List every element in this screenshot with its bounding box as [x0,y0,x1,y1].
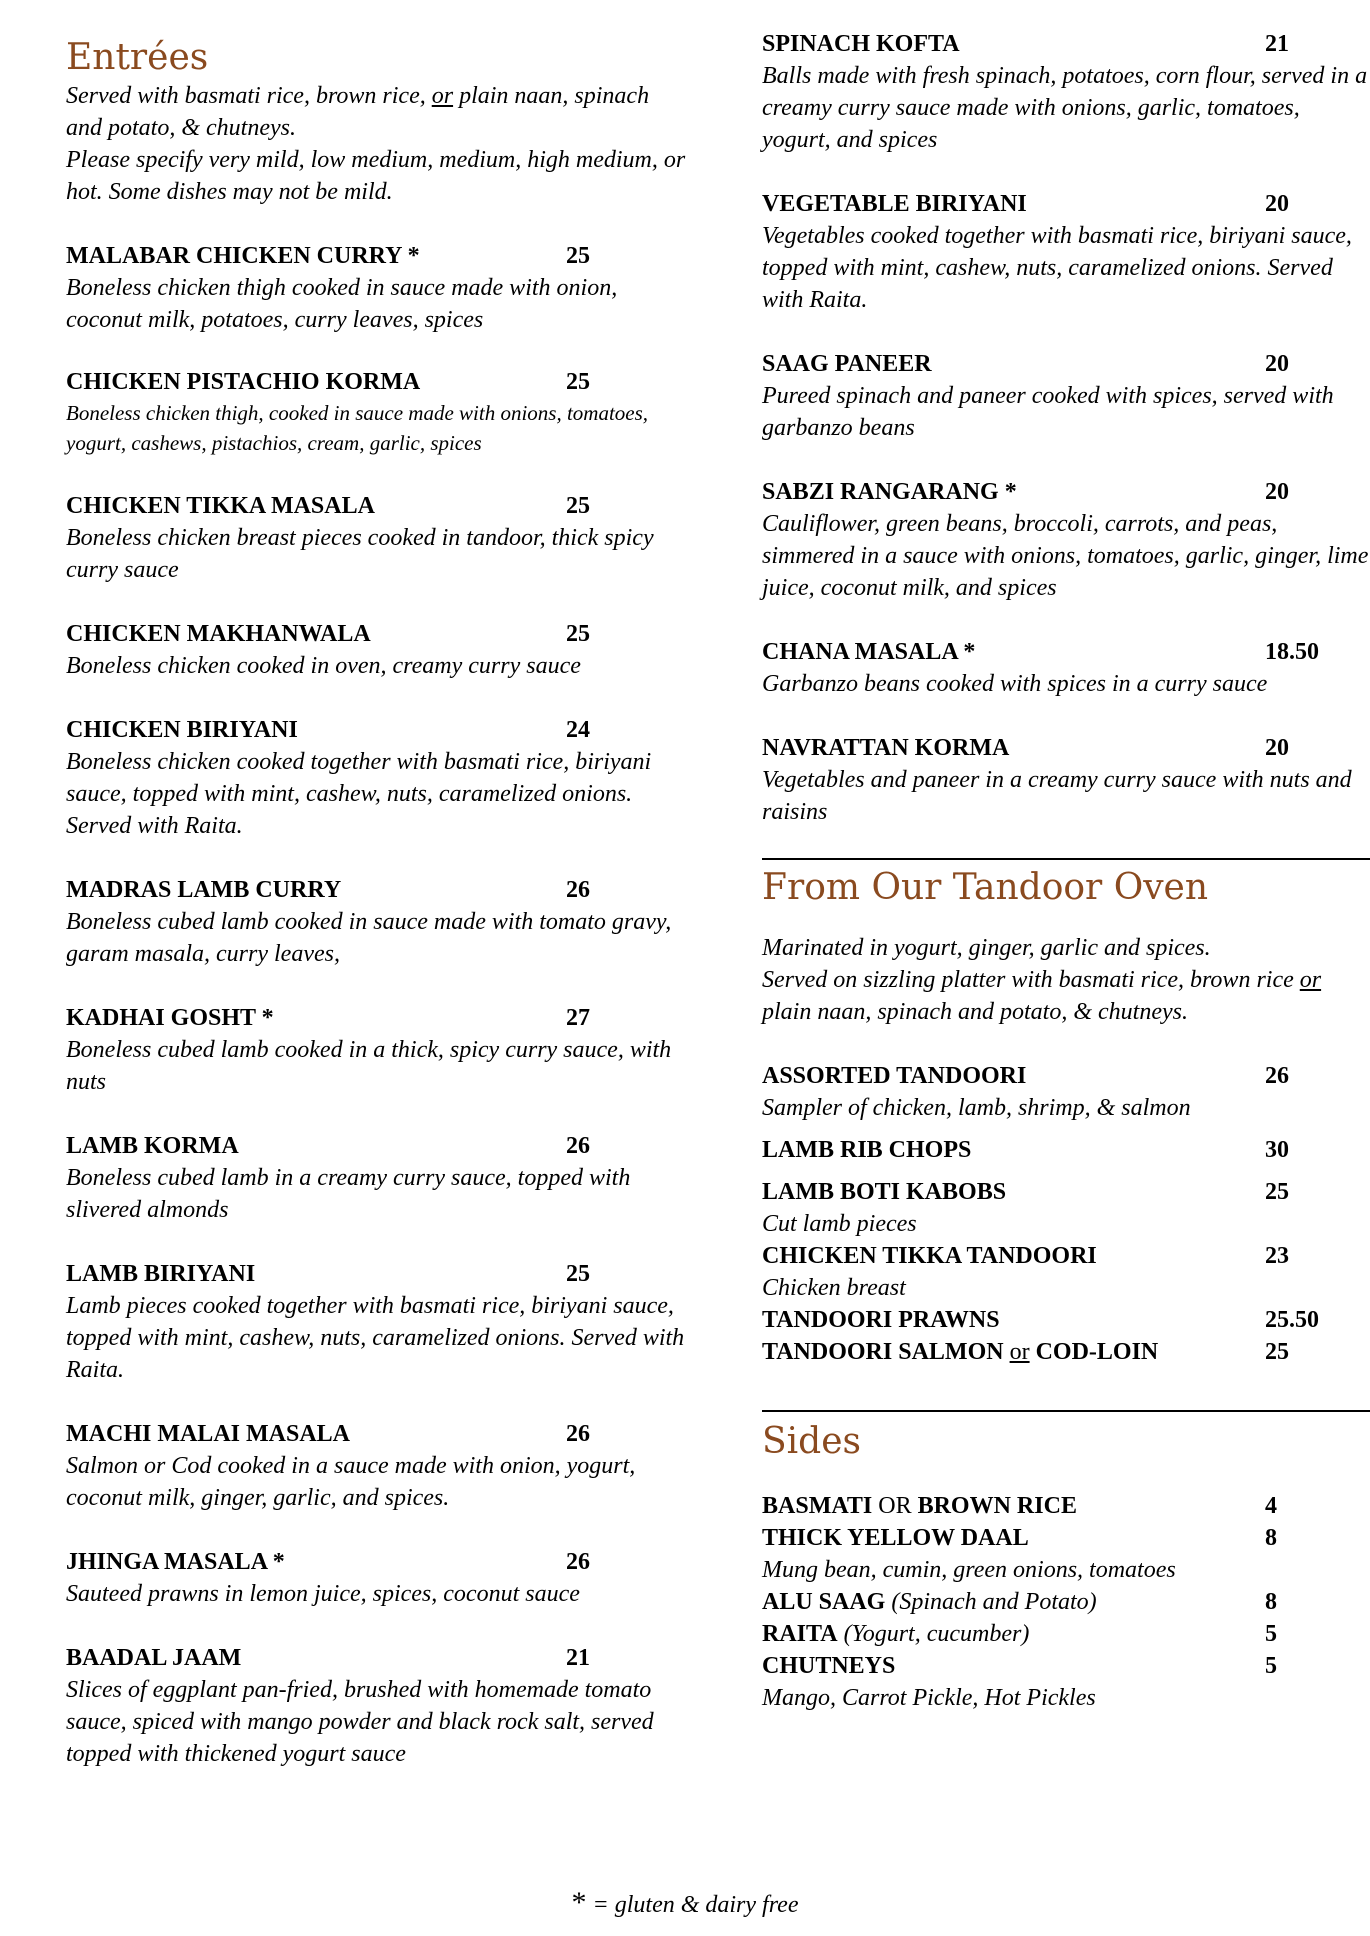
item-name: JHINGA MASALA * [66,1549,285,1575]
item-description: Vegetables and paneer in a creamy curry sauce with nuts and raisins [762,767,1352,825]
item-price: 25 [566,493,590,519]
item-name: SPINACH KOFTA [762,31,960,57]
side-item [762,1490,1370,1522]
menu-item [762,188,1370,316]
left-column [66,0,686,1770]
side-note: (Yogurt, cucumber) [837,1621,1030,1647]
menu-item [762,1176,1370,1240]
side-name-or: OR [872,1493,918,1519]
footer-note [0,1886,1370,1920]
menu-item [762,1134,1370,1166]
entrees-intro-or: or [431,83,454,109]
menu-item [66,490,686,586]
item-price: 25 [566,621,590,647]
asterisk-symbol: * [571,1886,587,1919]
menu-item [66,874,686,970]
item-price: 4 [1265,1493,1277,1519]
item-description: Boneless cubed lamb in a creamy curry sauce, topped with slivered almonds [66,1165,631,1223]
item-description: Boneless chicken cooked in oven, creamy curry sauce [66,653,581,679]
menu-item [762,636,1370,700]
menu-item [762,476,1370,604]
item-name: KADHAI GOSHT * [66,1005,274,1031]
item-description: Vegetables cooked together with basmati rice, biriyani sauce, topped with mint, cashew, nuts, caramelized onions. Served with Raita. [762,223,1352,313]
item-name: CHANA MASALA * [762,639,976,665]
entrees-intro [66,80,686,208]
item-name: SAAG PANEER [762,351,932,377]
item-name: LAMB RIB CHOPS [762,1137,972,1163]
item-price: 20 [1265,191,1289,217]
menu-item [66,618,686,682]
side-name: RAITA [762,1621,838,1647]
right-column [762,28,1370,828]
item-price: 20 [1265,479,1289,505]
side-name-part2: BROWN RICE [917,1493,1077,1519]
tandoor-intro-or: or [1299,967,1322,993]
entrees-title: Entrées [66,37,209,78]
item-description: Boneless cubed lamb cooked in a thick, spicy curry sauce, with nuts [66,1037,672,1095]
item-description: Mung bean, cumin, green onions, tomatoes [762,1557,1176,1583]
section-divider [762,1410,1370,1412]
item-name-or: or [1009,1339,1030,1365]
footer-text: = gluten & dairy free [586,1892,799,1918]
item-price: 25 [566,1261,590,1287]
menu-item [66,366,686,458]
item-price: 25 [566,243,590,269]
item-description: Boneless chicken cooked together with basmati rice, biriyani sauce, topped with mint, cashew, nuts, caramelized onions. Served with Raita. [66,749,652,839]
item-name: MACHI MALAI MASALA [66,1421,350,1447]
item-price: 20 [1265,351,1289,377]
item-name: SABZI RANGARANG * [762,479,1017,505]
menu-item [66,1418,686,1514]
tandoor-section [762,866,1370,1368]
item-name: VEGETABLE BIRIYANI [762,191,1027,217]
item-price: 20 [1265,735,1289,761]
side-item [762,1522,1370,1554]
item-name: MALABAR CHICKEN CURRY * [66,243,420,269]
entrees-intro-part2: plain naan, spinach and potato, & chutneys. [66,83,650,141]
item-price: 21 [566,1645,590,1671]
item-name [762,1336,1158,1368]
item-name: CHICKEN MAKHANWALA [66,621,371,647]
tandoor-title: From Our Tandoor Oven [762,867,1209,908]
item-description: Boneless chicken thigh cooked in sauce made with onion, coconut milk, potatoes, curry leaves, spices [66,275,618,333]
sides-section [762,1420,1370,1714]
item-price: 26 [566,1421,590,1447]
item-description: Garbanzo beans cooked with spices in a curry sauce [762,671,1268,697]
item-description: Cauliflower, green beans, broccoli, carrots, and peas, simmered in a sauce with onions, tomatoes, garlic, ginger, lime juice, coconut milk, and spices [762,511,1369,601]
item-price: 26 [1265,1063,1289,1089]
item-name: TANDOORI PRAWNS [762,1307,1000,1333]
item-name: LAMB KORMA [66,1133,239,1159]
item-description: Boneless chicken thigh, cooked in sauce made with onions, tomatoes, yogurt, cashews, pistachios, cream, garlic, spices [66,401,649,455]
item-price: 27 [566,1005,590,1031]
item-price: 18.50 [1265,639,1319,665]
side-item [762,1586,1370,1618]
item-description: Boneless cubed lamb cooked in sauce made with tomato gravy, garam masala, curry leaves, [66,909,672,967]
item-name-part1: TANDOORI SALMON [762,1339,1010,1365]
menu-item [66,1546,686,1610]
side-name: ALU SAAG [762,1589,886,1615]
menu-item [66,240,686,336]
entrees-intro-part1: Served with basmati rice, brown rice, [66,83,432,109]
item-name: NAVRATTAN KORMA [762,735,1010,761]
side-name-part1: BASMATI [762,1493,873,1519]
item-price: 25.50 [1265,1307,1319,1333]
item-price: 23 [1265,1243,1289,1269]
item-price: 25 [566,369,590,395]
item-description: Cut lamb pieces [762,1211,917,1237]
item-price: 8 [1265,1525,1277,1551]
item-name: LAMB BIRIYANI [66,1261,256,1287]
item-description: Slices of eggplant pan-fried, brushed with homemade tomato sauce, spiced with mango powder and black rock salt, served topped with thickened yogurt sauce [66,1677,654,1767]
item-description: Sampler of chicken, lamb, shrimp, & salmon [762,1095,1191,1121]
item-description: Chicken breast [762,1275,906,1301]
item-price: 8 [1265,1589,1277,1615]
menu-item [762,732,1370,828]
item-price: 30 [1265,1137,1289,1163]
tandoor-intro-part3: plain naan, spinach and potato, & chutneys. [762,999,1188,1025]
tandoor-intro-part1: Marinated in yogurt, ginger, garlic and spices. [762,935,1211,961]
item-description: Balls made with fresh spinach, potatoes, corn flour, served in a creamy curry sauce made with onions, garlic, tomatoes, yogurt, and spices [762,63,1368,153]
item-price: 25 [1265,1339,1289,1365]
item-name-part2: COD-LOIN [1029,1339,1159,1365]
item-description: Mango, Carrot Pickle, Hot Pickles [762,1685,1096,1711]
menu-item [762,1304,1370,1336]
entrees-intro-part3: Please specify very mild, low medium, medium, high medium, or hot. Some dishes may not be mild. [66,147,686,205]
tandoor-intro-part2: Served on sizzling platter with basmati rice, brown rice [762,967,1300,993]
menu-item [762,1336,1370,1368]
item-name: ASSORTED TANDOORI [762,1063,1027,1089]
item-name: CHICKEN TIKKA MASALA [66,493,375,519]
item-name: BAADAL JAAM [66,1645,242,1671]
item-name: CHICKEN BIRIYANI [66,717,298,743]
item-name: LAMB BOTI KABOBS [762,1179,1007,1205]
item-description: Boneless chicken breast pieces cooked in tandoor, thick spicy curry sauce [66,525,654,583]
menu-item [66,1130,686,1226]
item-price: 25 [1265,1179,1289,1205]
menu-item [66,1642,686,1770]
menu-item [762,1240,1370,1304]
side-item [762,1618,1370,1650]
menu-item [762,28,1370,156]
item-price: 5 [1265,1653,1277,1679]
menu-item [66,714,686,842]
side-note: (Spinach and Potato) [885,1589,1097,1615]
item-description: Pureed spinach and paneer cooked with spices, served with garbanzo beans [762,383,1334,441]
item-description: Lamb pieces cooked together with basmati rice, biriyani sauce, topped with mint, cashew, nuts, caramelized onions. Served with Raita. [66,1293,685,1383]
item-price: 24 [566,717,590,743]
menu-item [66,1258,686,1386]
item-name: CHICKEN PISTACHIO KORMA [66,369,421,395]
item-price: 26 [566,877,590,903]
menu-item [762,1060,1370,1124]
item-price: 26 [566,1549,590,1575]
item-description: Salmon or Cod cooked in a sauce made with onion, yogurt, coconut milk, ginger, garlic, and spices. [66,1453,636,1511]
menu-item [66,1002,686,1098]
sides-title: Sides [762,1421,861,1462]
item-name: CHICKEN TIKKA TANDOORI [762,1243,1097,1269]
item-price: 21 [1265,31,1289,57]
item-name: MADRAS LAMB CURRY [66,877,342,903]
menu-item [762,348,1370,444]
side-name: CHUTNEYS [762,1653,896,1679]
item-price: 5 [1265,1621,1277,1647]
tandoor-intro [762,932,1370,1028]
item-price: 26 [566,1133,590,1159]
item-description: Sauteed prawns in lemon juice, spices, coconut sauce [66,1581,580,1607]
side-item [762,1650,1370,1682]
section-divider [762,858,1370,860]
side-name: THICK YELLOW DAAL [762,1525,1029,1551]
